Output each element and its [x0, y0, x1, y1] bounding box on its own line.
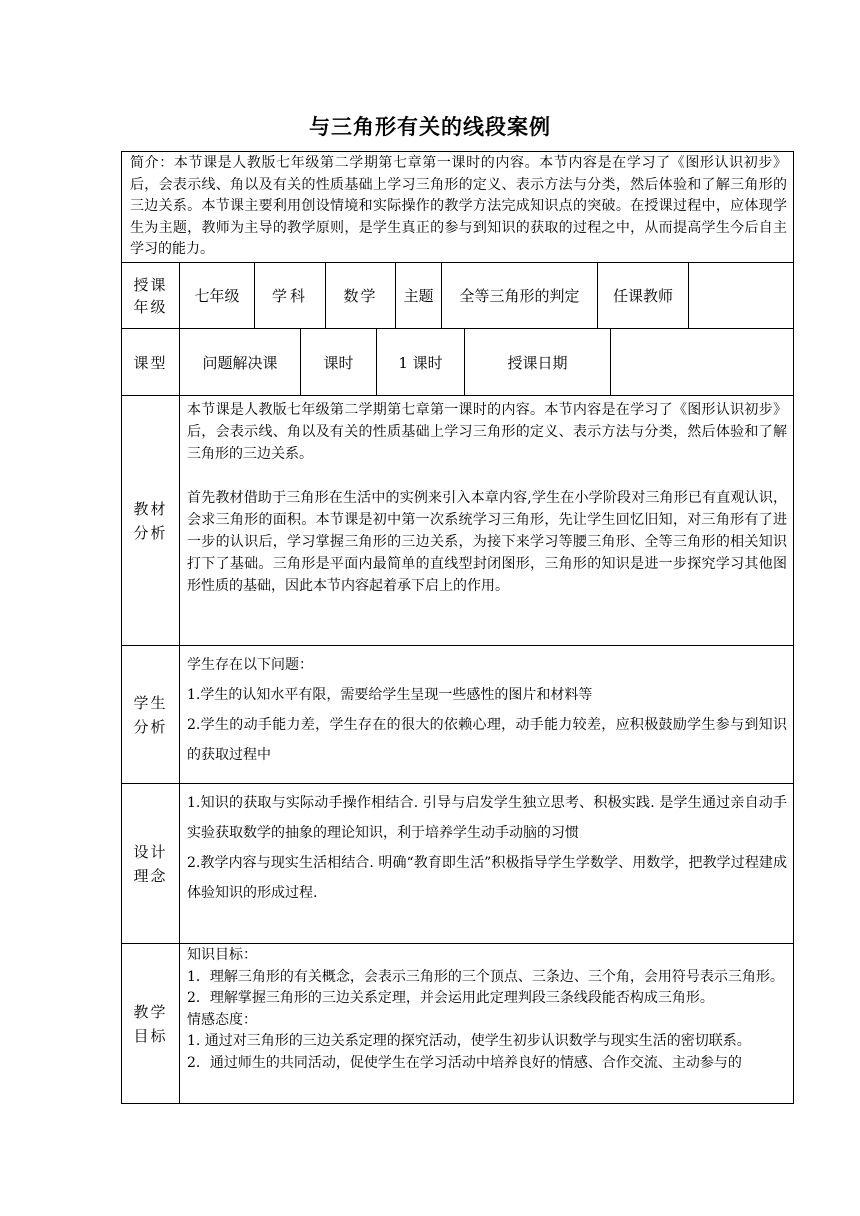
hours-value: 1 课时 [377, 329, 465, 395]
type-label: 课型 [122, 329, 180, 395]
topic-label: 主题 [396, 263, 442, 328]
textbook-analysis-content [180, 396, 793, 645]
grade-label [122, 263, 180, 328]
student-line-1: 学生存在以下问题： [187, 657, 313, 673]
grade-label-text: 授课年级 [133, 275, 168, 316]
textbook-paragraph-2: 首先教材借助于三角形在生活中的实例来引入本章内容,学生在小学阶段对三角形已有直观认识，会求三角形的面积。本节课是初中第一次系统学习三角形，先让学生回忆旧知，对三角形有了进一步的认识后，学习掌握三角形的三边关系，为接下来学习等腰三角形、全等三角形的相关知识打下了基础。三角形是平面内最简单的直线型封闭图形，三角形的知识是进一步探究学习其他图形性质的基础，因此本节内容起着承下启上的作用。 [187, 490, 787, 594]
student-analysis-row [121, 646, 794, 784]
design-concept-row [121, 784, 794, 944]
teacher-value [689, 263, 793, 328]
goals-line-6: 2．通过师生的共同活动，促使学生在学习活动中培养良好的情感、合作交流、主动参与的 [187, 1054, 742, 1071]
teaching-goals-content [180, 944, 793, 1103]
teaching-goals-label [122, 944, 180, 1103]
teaching-goals-label-text: 教学目标 [133, 1002, 168, 1045]
teacher-label: 任课教师 [598, 263, 689, 328]
teaching-goals-row [121, 944, 794, 1104]
lesson-plan-table [121, 151, 794, 1104]
design-concept-label [122, 784, 180, 943]
design-concept-label-text: 设计理念 [133, 842, 168, 885]
goals-line-5: 1. 通过对三角形的三边关系定理的探究活动，使学生初步认识数学与现实生活的密切联系。 [187, 1033, 751, 1049]
grade-value: 七年级 [180, 263, 255, 328]
student-analysis-label-text: 学生分析 [133, 693, 168, 736]
student-line-3: 2.学生的动手能力差，学生存在的很大的依赖心理，动手能力较差，应积极鼓励学生参与到知识的获取过程中 [187, 717, 787, 763]
date-value [611, 329, 793, 395]
subject-label: 学科 [255, 263, 326, 328]
type-value: 问题解决课 [180, 329, 301, 395]
student-line-2: 1.学生的认知水平有限，需要给学生呈现一些感性的图片和材料等 [187, 687, 593, 703]
info-row-1 [121, 263, 794, 329]
design-line-2: 2.教学内容与现实生活相结合. 明确“教育即生活”积极指导学生学数学、用数学，把教学过程建成体验知识的形成过程. [187, 855, 787, 901]
info-row-2 [121, 329, 794, 396]
page-title: 与三角形有关的线段案例 [309, 114, 551, 139]
goals-line-2: 1．理解三角形的有关概念，会表示三角形的三个顶点、三条边、三个角，会用符号表示三角形。 [187, 968, 784, 985]
goals-line-4: 情感态度： [187, 1011, 257, 1028]
topic-value: 全等三角形的判定 [442, 263, 598, 328]
student-analysis-content [180, 646, 793, 783]
textbook-analysis-row [121, 396, 794, 646]
goals-line-3: 2．理解掌握三角形的三边关系定理，并会运用此定理判段三条线段能否构成三角形。 [187, 990, 714, 1006]
subject-value: 数学 [326, 263, 396, 328]
textbook-analysis-label-text: 教材分析 [133, 499, 168, 542]
date-label: 授课日期 [465, 329, 611, 395]
textbook-analysis-label [122, 396, 180, 645]
hours-label: 课时 [301, 329, 377, 395]
design-line-1: 1.知识的获取与实际动手操作相结合. 引导与启发学生独立思考、积极实践. 是学生通过亲自动手实验获取数学的抽象的理论知识，利于培养学生动手动脑的习惯 [187, 795, 787, 841]
design-concept-content [180, 784, 793, 943]
textbook-paragraph-1: 本节课是人教版七年级第二学期第七章第一课时的内容。本节内容是在学习了《图形认识初步》后，会表示线、角以及有关的性质基础上学习三角形的定义、表示方法与分类，然后体验和了解三角形的三边关系。 [187, 402, 787, 462]
intro-cell: 简介：本节课是人教版七年级第二学期第七章第一课时的内容。本节内容是在学习了《图形认识初步》后，会表示线、角以及有关的性质基础上学习三角形的定义、表示方法与分类，然后体验和了解三角形的三边关系。本节课主要利用创设情境和实际操作的教学方法完成知识点的突破。在授课过程中，应体现学生为主题，教师为主导的教学原则，是学生真正的参与到知识的获取的过程之中，从而提高学生今后自主学习的能力。 [121, 151, 794, 263]
goals-line-1: 知识目标： [187, 947, 257, 963]
student-analysis-label [122, 646, 180, 783]
